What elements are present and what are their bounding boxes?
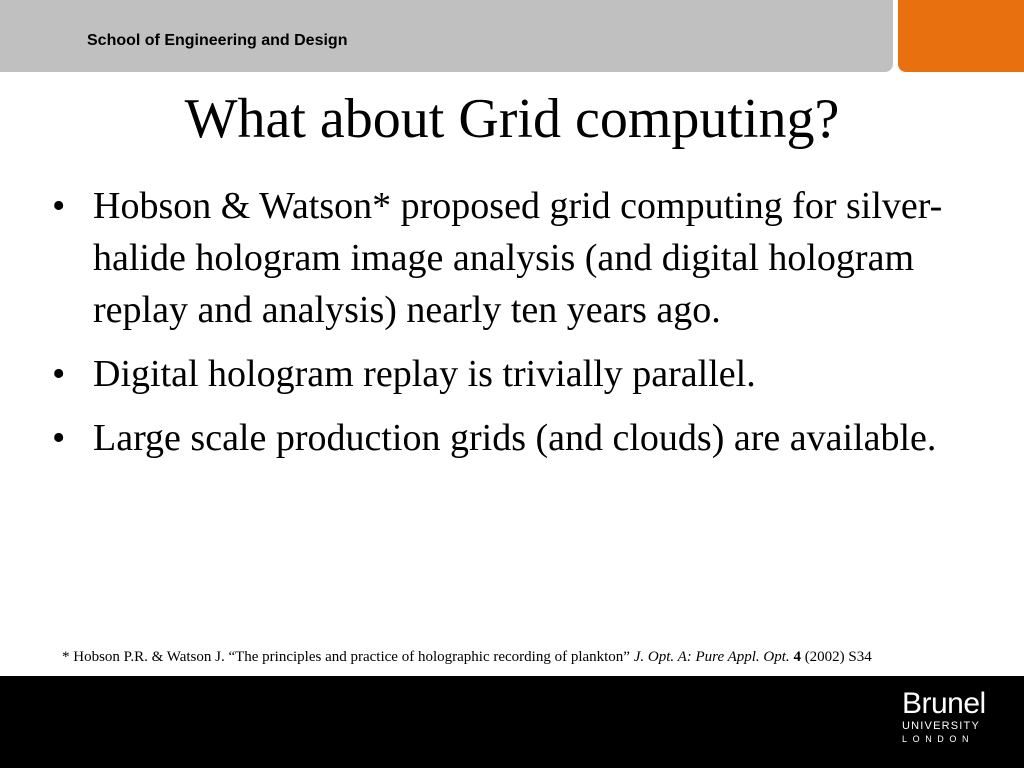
bullet-item [52,180,982,336]
footnote-text: * Hobson P.R. & Watson J. “The principles and practice of holographic recording of plankton” [62,649,630,665]
bullet-text: Digital hologram replay is trivially parallel. [93,353,756,395]
logo-university: UNIVERSITY [902,720,981,732]
bullet-icon: • [52,185,66,227]
bullet-item [52,412,982,464]
bullet-icon: • [52,353,66,395]
footer-bar [0,676,1024,768]
slide-title: What about Grid computing? [184,88,840,150]
school-name: School of Engineering and Design [87,32,348,49]
orange-accent-block [898,0,1024,72]
bullet-icon: • [52,417,66,459]
bullet-text: Large scale production grids (and clouds) are available. [93,417,937,459]
footnote [62,649,1002,666]
footnote-journal: J. Opt. A: Pure Appl. Opt. [633,649,790,665]
bullet-item [52,348,982,400]
logo-london: LONDON [902,734,975,744]
bullet-text: Hobson & Watson* proposed grid computing for silver-halide hologram image analysis (and digital hologram replay and analysis) nearly ten years ago. [93,185,943,331]
bullet-list [52,180,982,476]
footnote-volume: 4 [793,649,801,665]
header-bar [0,0,893,72]
footnote-year-page: (2002) S34 [804,649,872,665]
brunel-logo [902,688,986,745]
logo-name: Brunel [902,687,986,720]
